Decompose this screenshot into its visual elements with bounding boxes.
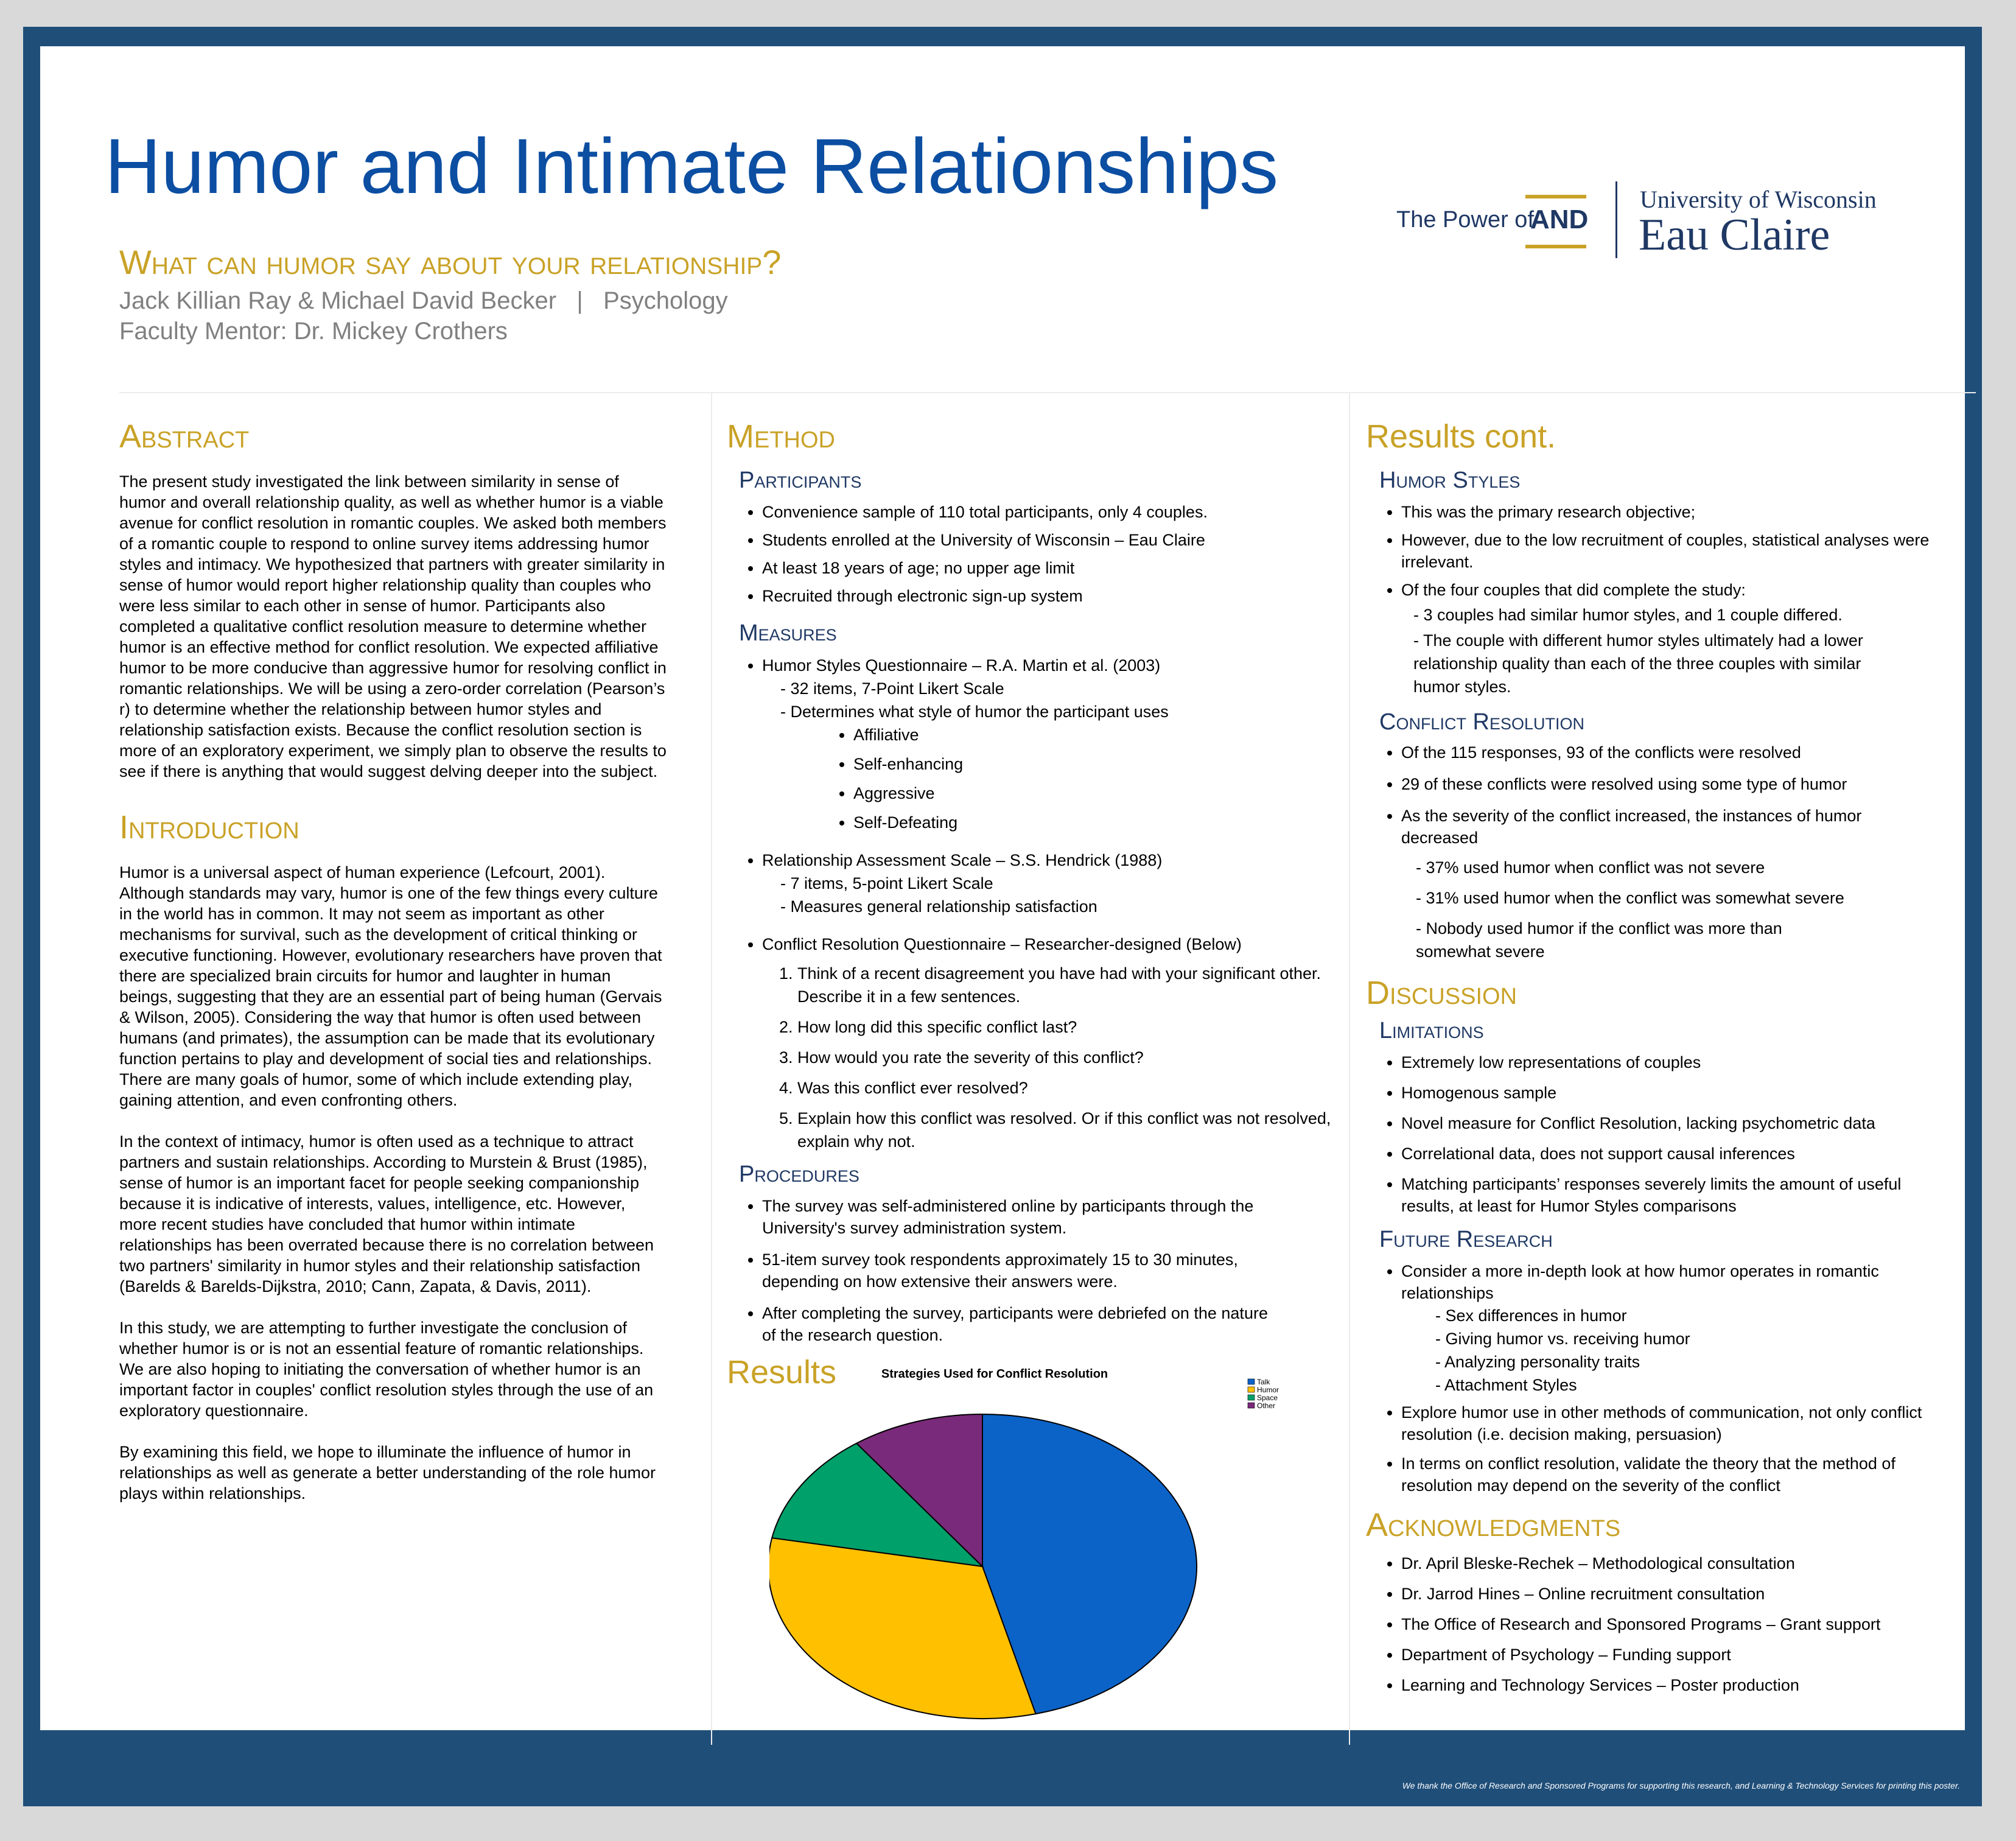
legend-swatch-humor [1248,1387,1255,1392]
list-item [762,654,1335,834]
list-item: • Novel measure for Conflict Resolution, lacking psychometric data [1401,1112,1937,1134]
conflict-sub-3: - Nobody used humor if the conflict was more than somewhat severe [1416,919,1782,961]
acknowledgments-list [1366,1552,1962,1696]
list-item: 5. Explain how this conflict was resolved. Or if this conflict was not resolved, explain why not. [797,1107,1335,1153]
list-item: • Of the four couples that did complete the study: [1401,579,1962,601]
future-research-heading: Future Research [1379,1227,1553,1252]
list-item: • The survey was self-administered online by participants through the University's survey administration system. [762,1195,1286,1239]
list-item: 3. How would you rate the severity of this conflict? [797,1046,1335,1069]
intro-paragraph-3: In this study, we are attempting to further investigate the conclusion of whether humor is or is not an essential feature of romantic relationships. We are also hoping to initiating the conversation of whether humor is an important factor in couples' conflict resolution styles through the use of an exploratory questionnaire. [119,1319,654,1420]
list-item: • Recruited through electronic sign-up system [762,585,1335,607]
column-divider-1 [711,393,712,1745]
list-item: • At least 18 years of age; no upper age limit [762,557,1335,579]
list-item: • However, due to the low recruitment of couples, statistical analyses were irrelevant. [1401,529,1962,573]
procedures-heading: Procedures [739,1162,859,1187]
list-item: • Of the 115 responses, 93 of the conflicts were resolved [1401,742,1913,763]
legend-swatch-talk [1248,1379,1255,1384]
list-item: • Self-Defeating [853,811,1335,834]
logo-campus: Eau Claire [1639,210,1830,260]
list-item: • Convenience sample of 110 total participants, only 4 couples. [762,501,1335,523]
results-heading: Results [727,1354,837,1390]
legend-swatch-other [1248,1403,1255,1408]
list-item: - Analyzing personality traits [1435,1353,1640,1371]
humor-styles-list [1366,501,1962,601]
legend-label-talk: Talk [1257,1378,1270,1386]
column-divider-2 [1349,393,1350,1745]
list-item: 1. Think of a recent disagreement you have had with your significant other. Describe it in a few sentences. [797,962,1335,1008]
method-heading: Method [727,418,835,455]
conflict-resolution-list [1366,742,1913,849]
poster-title: Humor and Intimate Relationships [105,123,1279,210]
hsq-items: - 32 items, 7-Point Likert Scale [780,679,1004,698]
future-research-list [1366,1260,1937,1496]
participants-heading: Participants [739,468,862,493]
measures-heading: Measures [739,620,837,646]
legend-label-space: Space [1257,1394,1278,1402]
list-item: • After completing the survey, participants were debriefed on the nature of the research question. [762,1302,1286,1346]
list-item: • Dr. Jarrod Hines – Online recruitment consultation [1401,1583,1962,1605]
humor-styles-sub-1: - 3 couples had similar humor styles, and 1 couple differed. [1413,606,1843,624]
list-item: • In terms on conflict resolution, validate the theory that the method of resolution may depend on the severity of the conflict [1401,1453,1937,1496]
list-item: • Extremely low representations of couples [1401,1051,1937,1073]
logo-power-of: The Power of [1396,207,1534,233]
participants-list [727,501,1335,607]
intro-paragraph-2: In the context of intimacy, humor is often used as a technique to attract partners and sustain relationships. According to Murstein & Brust (1985), sense of humor is an important facet for people seeking companionship because it is indicative of interests, values, intelligence, etc. However, more recent studies have concluded that humor within intimate relationships has been overrated because there is no correlation between two partners' similarity in humor styles and their relationship satisfaction (Barelds & Barelds-Dijkstra, 2010; Cann, Zapata, & Davis, 2011). [119,1132,654,1296]
list-item: • Affiliative [853,723,1335,746]
poster-frame [23,27,1982,1806]
list-item: • Students enrolled at the University of Wisconsin – Eau Claire [762,529,1335,551]
conflict-sub-2: - 31% used humor when the conflict was somewhat severe [1416,889,1844,907]
list-item [762,849,1335,918]
footer-note: We thank the Office of Research and Sponsored Programs for supporting this research, and Learning & Technology Services for printing this poster. [1402,1781,1960,1790]
future-item-1: Consider a more in-depth look at how humor operates in romantic relationships [1401,1262,1879,1302]
logo-divider [1615,181,1617,258]
humor-styles-sub-2: - The couple with different humor styles ultimately had a lower relationship quality than each of the three couples with similar humor styles. [1413,631,1863,696]
authors: Jack Killian Ray & Michael David Becker | Psychology [119,287,728,314]
logo-university: University of Wisconsin [1640,186,1877,213]
list-item: • This was the primary research objective; [1401,501,1962,523]
crq-questions [727,962,1335,1153]
limitations-heading: Limitations [1379,1018,1484,1043]
list-item: - Giving humor vs. receiving humor [1435,1330,1690,1348]
intro-paragraph-1: Humor is a universal aspect of human experience (Lefcourt, 2001). Although standards may vary, humor is one of the few things every culture in the world has in common. It may not seem as important as other mechanisms for survival, such as the development of critical thinking or executive functioning. However, evolutionary researchers have proven that there are specialized brain circuits for humor and laughter in human beings, suggesting that they are an essential part of being human (Gervais & Wilson, 2005). Considering the way that humor is often used between humans (and primates), the assumption can be made that its evolutionary function pertains to play and development of social ties and relationships. There are many goals of humor, some of which include extending play, gaining attention, and even confronting others. [119,863,662,1109]
list-item: • Explore humor use in other methods of communication, not only conflict resolution (i.e. decision making, persuasion) [1401,1401,1937,1445]
procedures-list [727,1195,1286,1346]
list-item: • The Office of Research and Sponsored Programs – Grant support [1401,1613,1962,1635]
column-left [119,418,667,1504]
results-cont-heading: Results cont. [1366,418,1556,455]
list-item: - Sex differences in humor [1435,1306,1627,1325]
list-item: • Learning and Technology Services – Poster production [1401,1674,1962,1696]
hsq-determines: - Determines what style of humor the participant uses [780,703,1169,721]
abstract-heading: Abstract [119,418,250,455]
ras-items: - 7 items, 5-point Likert Scale [780,874,993,892]
list-item: • Department of Psychology – Funding support [1401,1644,1962,1666]
conflict-sub-1: - 37% used humor when conflict was not severe [1416,858,1765,877]
list-item: - Attachment Styles [1435,1376,1577,1394]
faculty-mentor: Faculty Mentor: Dr. Mickey Crothers [119,318,508,345]
list-item [762,933,1335,956]
humor-styles-heading: Humor Styles [1379,468,1521,493]
legend-label-other: Other [1257,1401,1276,1410]
list-item: • Self-enhancing [853,752,1335,776]
future-sub-list [1401,1304,1937,1397]
ras-label: Relationship Assessment Scale – S.S. Hendrick (1988) [762,851,1163,869]
legend-swatch-space [1248,1395,1255,1400]
column-right [1366,418,1962,1702]
intro-paragraph-4: By examining this field, we hope to illuminate the influence of humor in relationships as well as generate a better understanding of the role humor plays within relationships. [119,1443,656,1503]
ras-measures: - Measures general relationship satisfaction [780,897,1097,916]
poster [40,46,1965,1730]
header-divider [119,392,1976,393]
column-middle [727,418,1335,1731]
hsq-styles-list [762,723,1335,834]
abstract-text: The present study investigated the link between similarity in sense of humor and overall relationship quality, as well as whether humor is a viable avenue for conflict resolution in romantic couples. We asked both members of a romantic couple to respond to online survey items addressing humor styles and intimacy. We hypothesized that partners with greater similarity in sense of humor would report higher relationship quality than couples who were less similar to each other in sense of humor. Participants also completed a qualitative conflict resolution measure to determine whether humor is an effective method for conflict resolution. We expected affiliative humor to be more conducive than aggressive humor for resolving conflict in romantic relationships. We will be using a zero-order correlation (Pearson’s r) to determine whether the relationship between humor styles and relationship satisfaction exists. Because the conflict resolution section is more of an exploratory experiment, we simply plan to observe the results to see if there is anything that would suggest delving deeper into the subject. [119,472,667,780]
list-item: • 51-item survey took respondents approximately 15 to 30 minutes, depending on how extensive their answers were. [762,1249,1286,1292]
poster-subtitle: What can humor say about your relationship? [119,243,782,281]
conflict-resolution-heading: Conflict Resolution [1379,709,1584,735]
list-item: • Dr. April Bleske-Rechek – Methodological consultation [1401,1552,1962,1574]
list-item: 4. Was this conflict ever resolved? [797,1076,1335,1099]
list-item: • Matching participants’ responses severely limits the amount of useful results, at least for Humor Styles comparisons [1401,1173,1937,1217]
limitations-list [1366,1051,1937,1217]
legend-label-humor: Humor [1257,1386,1279,1394]
list-item: • Correlational data, does not support causal inferences [1401,1143,1937,1165]
list-item: 2. How long did this specific conflict last? [797,1015,1335,1039]
list-item: • As the severity of the conflict increased, the instances of humor decreased [1401,805,1913,849]
conflict-strategies-pie-chart [769,1353,1305,1731]
measures-list [727,654,1335,956]
chart-title: Strategies Used for Conflict Resolution [881,1367,1108,1381]
crq-label: Conflict Resolution Questionnaire – Researcher-designed (Below) [762,935,1242,953]
list-item [1401,1260,1937,1397]
results-section [727,1353,1335,1731]
introduction-heading: Introduction [119,809,299,846]
acknowledgments-heading: Acknowledgments [1366,1507,1621,1543]
hsq-label: Humor Styles Questionnaire – R.A. Martin et al. (2003) [762,656,1161,675]
discussion-heading: Discussion [1366,975,1517,1011]
logo-and-mark [1525,195,1589,248]
university-logo [1396,177,1883,274]
list-item: • Aggressive [853,782,1335,805]
logo-and-text: AND [1530,205,1589,234]
list-item: • Homogenous sample [1401,1082,1937,1104]
list-item: • 29 of these conflicts were resolved using some type of humor [1401,773,1913,795]
